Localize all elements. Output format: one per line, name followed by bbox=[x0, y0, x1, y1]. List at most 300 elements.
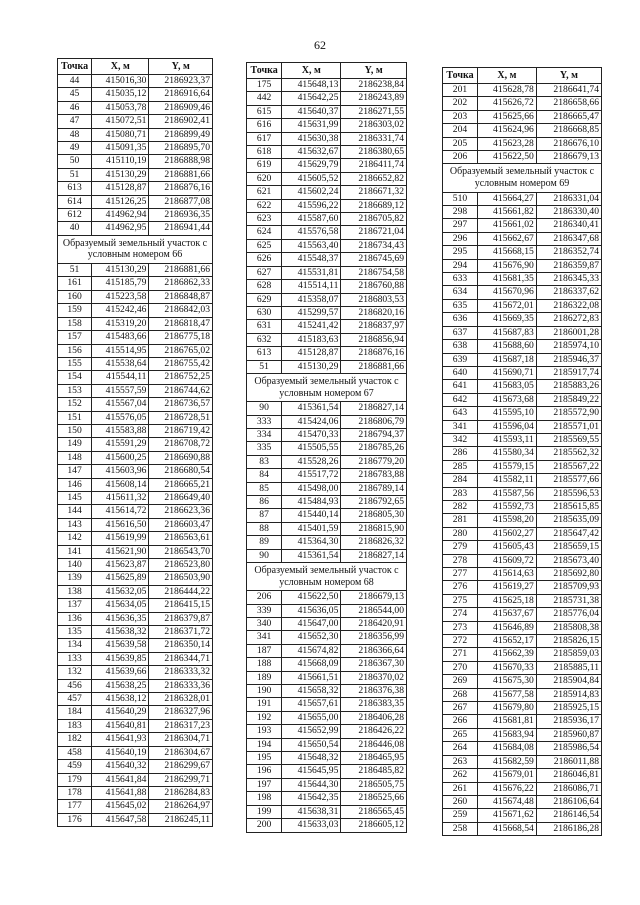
point-cell: 294 bbox=[443, 259, 478, 272]
x-coordinate-cell: 415674,48 bbox=[477, 795, 536, 808]
x-coordinate-cell: 415531,81 bbox=[282, 266, 341, 279]
x-coordinate-cell: 415605,43 bbox=[477, 541, 536, 554]
header-point: Точка bbox=[443, 68, 478, 84]
point-cell: 640 bbox=[443, 366, 478, 379]
point-cell: 151 bbox=[58, 411, 92, 424]
x-coordinate-cell: 415440,14 bbox=[282, 509, 341, 522]
x-coordinate-cell: 415687,18 bbox=[477, 353, 536, 366]
table-row bbox=[443, 433, 602, 446]
y-coordinate-cell: 2186881,66 bbox=[341, 360, 407, 373]
table-row bbox=[247, 402, 407, 415]
y-coordinate-cell: 2185859,03 bbox=[536, 648, 601, 661]
table-row bbox=[58, 277, 213, 290]
x-coordinate-cell: 415587,60 bbox=[282, 213, 341, 226]
x-coordinate-cell: 415053,78 bbox=[92, 101, 149, 114]
x-coordinate-cell: 415580,34 bbox=[477, 447, 536, 460]
x-coordinate-cell: 415652,99 bbox=[282, 725, 341, 738]
point-cell: 621 bbox=[247, 186, 282, 199]
table-row bbox=[443, 447, 602, 460]
y-coordinate-cell: 2186721,04 bbox=[341, 226, 407, 239]
x-coordinate-cell: 415035,12 bbox=[92, 88, 149, 101]
point-cell: 142 bbox=[58, 532, 92, 545]
x-coordinate-cell: 415639,85 bbox=[92, 652, 149, 665]
y-coordinate-cell: 2186186,28 bbox=[536, 822, 601, 835]
x-coordinate-cell: 415505,55 bbox=[282, 442, 341, 455]
x-coordinate-cell: 415603,96 bbox=[92, 465, 149, 478]
x-coordinate-cell: 415636,05 bbox=[282, 604, 341, 617]
table-row bbox=[443, 568, 602, 581]
table-row bbox=[58, 746, 213, 759]
table-row bbox=[247, 79, 407, 92]
table-row bbox=[58, 290, 213, 303]
table-row bbox=[443, 500, 602, 513]
point-cell: 178 bbox=[58, 786, 92, 799]
table-row bbox=[443, 420, 602, 433]
point-cell: 626 bbox=[247, 253, 282, 266]
point-cell: 204 bbox=[443, 124, 478, 137]
point-cell: 177 bbox=[58, 800, 92, 813]
y-coordinate-cell: 2186745,69 bbox=[341, 253, 407, 266]
y-coordinate-cell: 2186383,35 bbox=[341, 698, 407, 711]
x-coordinate-cell: 415185,79 bbox=[92, 277, 149, 290]
x-coordinate-cell: 415593,11 bbox=[477, 433, 536, 446]
y-coordinate-cell: 2186658,66 bbox=[536, 97, 601, 110]
y-coordinate-cell: 2185615,85 bbox=[536, 500, 601, 513]
x-coordinate-cell: 415638,31 bbox=[282, 805, 341, 818]
table-row bbox=[58, 195, 213, 208]
table-row bbox=[247, 415, 407, 428]
y-coordinate-cell: 2186818,47 bbox=[149, 317, 213, 330]
y-coordinate-cell: 2186465,95 bbox=[341, 752, 407, 765]
point-cell: 158 bbox=[58, 317, 92, 330]
x-coordinate-cell: 415130,29 bbox=[92, 264, 149, 277]
table-row bbox=[247, 442, 407, 455]
x-coordinate-cell: 415644,30 bbox=[282, 778, 341, 791]
table-row bbox=[58, 451, 213, 464]
x-coordinate-cell: 415661,82 bbox=[477, 206, 536, 219]
point-cell: 194 bbox=[247, 738, 282, 751]
point-cell: 627 bbox=[247, 266, 282, 279]
coordinates-table bbox=[57, 58, 213, 827]
x-coordinate-cell: 415600,25 bbox=[92, 451, 149, 464]
table-row bbox=[58, 545, 213, 558]
y-coordinate-cell: 2186415,15 bbox=[149, 599, 213, 612]
point-cell: 285 bbox=[443, 460, 478, 473]
x-coordinate-cell: 415621,90 bbox=[92, 545, 149, 558]
table-row bbox=[58, 760, 213, 773]
table-row bbox=[247, 105, 407, 118]
y-coordinate-cell: 2186426,22 bbox=[341, 725, 407, 738]
point-cell: 442 bbox=[247, 92, 282, 105]
x-coordinate-cell: 415483,66 bbox=[92, 331, 149, 344]
y-coordinate-cell: 2185986,54 bbox=[536, 742, 601, 755]
point-cell: 623 bbox=[247, 213, 282, 226]
y-coordinate-cell: 2185946,37 bbox=[536, 353, 601, 366]
table-row bbox=[58, 398, 213, 411]
x-coordinate-cell: 415633,03 bbox=[282, 819, 341, 832]
point-cell: 85 bbox=[247, 482, 282, 495]
table-row bbox=[58, 505, 213, 518]
table-row bbox=[247, 711, 407, 724]
y-coordinate-cell: 2186623,36 bbox=[149, 505, 213, 518]
table-row bbox=[58, 357, 213, 370]
y-coordinate-cell: 2185960,87 bbox=[536, 728, 601, 741]
point-cell: 637 bbox=[443, 326, 478, 339]
x-coordinate-cell: 415241,42 bbox=[282, 320, 341, 333]
y-coordinate-cell: 2186379,87 bbox=[149, 612, 213, 625]
point-cell: 136 bbox=[58, 612, 92, 625]
x-coordinate-cell: 415687,83 bbox=[477, 326, 536, 339]
table-row bbox=[443, 608, 602, 621]
y-coordinate-cell: 2186805,30 bbox=[341, 509, 407, 522]
point-cell: 134 bbox=[58, 639, 92, 652]
table-row bbox=[247, 698, 407, 711]
y-coordinate-cell: 2186347,68 bbox=[536, 232, 601, 245]
table-row bbox=[58, 88, 213, 101]
table-row bbox=[58, 304, 213, 317]
y-coordinate-cell: 2186356,99 bbox=[341, 631, 407, 644]
table-row bbox=[443, 407, 602, 420]
y-coordinate-cell: 2186303,02 bbox=[341, 119, 407, 132]
x-coordinate-cell: 415662,39 bbox=[477, 648, 536, 661]
x-coordinate-cell: 415614,72 bbox=[92, 505, 149, 518]
y-coordinate-cell: 2185567,22 bbox=[536, 460, 601, 473]
y-coordinate-cell: 2186888,98 bbox=[149, 155, 213, 168]
table-row bbox=[443, 366, 602, 379]
y-coordinate-cell: 2186641,74 bbox=[536, 84, 601, 97]
y-coordinate-cell: 2186837,97 bbox=[341, 320, 407, 333]
point-cell: 179 bbox=[58, 773, 92, 786]
x-coordinate-cell: 415669,35 bbox=[477, 313, 536, 326]
point-cell: 614 bbox=[58, 195, 92, 208]
x-coordinate-cell: 415638,25 bbox=[92, 679, 149, 692]
point-cell: 279 bbox=[443, 541, 478, 554]
y-coordinate-cell: 2186444,22 bbox=[149, 585, 213, 598]
y-coordinate-cell: 2185731,38 bbox=[536, 594, 601, 607]
point-cell: 272 bbox=[443, 635, 478, 648]
y-coordinate-cell: 2186299,71 bbox=[149, 773, 213, 786]
y-coordinate-cell: 2186380,65 bbox=[341, 146, 407, 159]
x-coordinate-cell: 415624,96 bbox=[477, 124, 536, 137]
table-row bbox=[58, 693, 213, 706]
x-coordinate-cell: 415528,26 bbox=[282, 455, 341, 468]
y-coordinate-cell: 2186916,64 bbox=[149, 88, 213, 101]
table-header-row bbox=[58, 59, 213, 75]
y-coordinate-cell: 2186705,82 bbox=[341, 213, 407, 226]
table-row bbox=[247, 685, 407, 698]
x-coordinate-cell: 415608,14 bbox=[92, 478, 149, 491]
x-coordinate-cell: 415690,71 bbox=[477, 366, 536, 379]
point-cell: 643 bbox=[443, 407, 478, 420]
section-heading-row bbox=[247, 373, 407, 401]
x-coordinate-cell: 415619,27 bbox=[477, 581, 536, 594]
x-coordinate-cell: 415595,10 bbox=[477, 407, 536, 420]
y-coordinate-cell: 2186446,08 bbox=[341, 738, 407, 751]
point-cell: 192 bbox=[247, 711, 282, 724]
y-coordinate-cell: 2186806,79 bbox=[341, 415, 407, 428]
x-coordinate-cell: 415637,67 bbox=[477, 608, 536, 621]
x-coordinate-cell: 415632,67 bbox=[282, 146, 341, 159]
x-coordinate-cell: 415080,71 bbox=[92, 128, 149, 141]
x-coordinate-cell: 415652,30 bbox=[282, 631, 341, 644]
y-coordinate-cell: 2186337,62 bbox=[536, 286, 601, 299]
point-cell: 341 bbox=[443, 420, 478, 433]
y-coordinate-cell: 2186827,14 bbox=[341, 549, 407, 562]
coordinates-table bbox=[246, 62, 407, 833]
x-coordinate-cell: 415631,99 bbox=[282, 119, 341, 132]
x-coordinate-cell: 415672,01 bbox=[477, 299, 536, 312]
x-coordinate-cell: 415514,95 bbox=[92, 344, 149, 357]
y-coordinate-cell: 2186744,62 bbox=[149, 384, 213, 397]
y-coordinate-cell: 2186011,88 bbox=[536, 755, 601, 768]
x-coordinate-cell: 415645,02 bbox=[92, 800, 149, 813]
point-cell: 619 bbox=[247, 159, 282, 172]
point-cell: 44 bbox=[58, 75, 92, 88]
table-row bbox=[247, 536, 407, 549]
x-coordinate-cell: 415514,11 bbox=[282, 280, 341, 293]
table-row bbox=[443, 594, 602, 607]
y-coordinate-cell: 2186752,25 bbox=[149, 371, 213, 384]
y-coordinate-cell: 2186665,21 bbox=[149, 478, 213, 491]
table-row bbox=[247, 239, 407, 252]
point-cell: 90 bbox=[247, 402, 282, 415]
table-row bbox=[247, 347, 407, 360]
y-coordinate-cell: 2185709,93 bbox=[536, 581, 601, 594]
table-row bbox=[443, 206, 602, 219]
point-cell: 262 bbox=[443, 769, 478, 782]
point-cell: 87 bbox=[247, 509, 282, 522]
point-cell: 296 bbox=[443, 232, 478, 245]
y-coordinate-cell: 2186333,36 bbox=[149, 679, 213, 692]
table-row bbox=[443, 340, 602, 353]
x-coordinate-cell: 415683,05 bbox=[477, 380, 536, 393]
table-row bbox=[247, 266, 407, 279]
table-row bbox=[443, 137, 602, 150]
table-row bbox=[247, 253, 407, 266]
x-coordinate-cell: 415622,50 bbox=[477, 151, 536, 164]
point-cell: 176 bbox=[58, 813, 92, 826]
point-cell: 458 bbox=[58, 746, 92, 759]
table-row bbox=[247, 92, 407, 105]
x-coordinate-cell: 415319,20 bbox=[92, 317, 149, 330]
point-cell: 613 bbox=[58, 182, 92, 195]
point-cell: 459 bbox=[58, 760, 92, 773]
y-coordinate-cell: 2186842,03 bbox=[149, 304, 213, 317]
x-coordinate-cell: 415364,30 bbox=[282, 536, 341, 549]
table-row bbox=[443, 232, 602, 245]
point-cell: 276 bbox=[443, 581, 478, 594]
table-row bbox=[247, 738, 407, 751]
section-heading: Образуемый земельный участок с условным номером 68 bbox=[247, 563, 407, 591]
point-cell: 340 bbox=[247, 618, 282, 631]
point-cell: 266 bbox=[443, 715, 478, 728]
y-coordinate-cell: 2186652,82 bbox=[341, 172, 407, 185]
table-row bbox=[247, 213, 407, 226]
point-cell: 277 bbox=[443, 568, 478, 581]
point-cell: 157 bbox=[58, 331, 92, 344]
y-coordinate-cell: 2186271,55 bbox=[341, 105, 407, 118]
y-coordinate-cell: 2186525,66 bbox=[341, 792, 407, 805]
table-row bbox=[247, 482, 407, 495]
table-row bbox=[247, 226, 407, 239]
coordinates-table-column-2 bbox=[246, 62, 407, 833]
point-cell: 49 bbox=[58, 142, 92, 155]
table-row bbox=[443, 715, 602, 728]
point-cell: 148 bbox=[58, 451, 92, 464]
point-cell: 335 bbox=[247, 442, 282, 455]
point-cell: 175 bbox=[247, 79, 282, 92]
x-coordinate-cell: 415676,90 bbox=[477, 259, 536, 272]
point-cell: 190 bbox=[247, 685, 282, 698]
y-coordinate-cell: 2186856,94 bbox=[341, 333, 407, 346]
point-cell: 634 bbox=[443, 286, 478, 299]
point-cell: 51 bbox=[247, 360, 282, 373]
point-cell: 334 bbox=[247, 428, 282, 441]
point-cell: 48 bbox=[58, 128, 92, 141]
x-coordinate-cell: 415557,59 bbox=[92, 384, 149, 397]
y-coordinate-cell: 2186243,89 bbox=[341, 92, 407, 105]
point-cell: 139 bbox=[58, 572, 92, 585]
point-cell: 89 bbox=[247, 536, 282, 549]
table-row bbox=[443, 353, 602, 366]
point-cell: 152 bbox=[58, 398, 92, 411]
x-coordinate-cell: 415544,11 bbox=[92, 371, 149, 384]
y-coordinate-cell: 2186503,90 bbox=[149, 572, 213, 585]
y-coordinate-cell: 2186690,88 bbox=[149, 451, 213, 464]
y-coordinate-cell: 2186881,66 bbox=[149, 264, 213, 277]
point-cell: 265 bbox=[443, 728, 478, 741]
table-row bbox=[58, 344, 213, 357]
y-coordinate-cell: 2186923,37 bbox=[149, 75, 213, 88]
point-cell: 260 bbox=[443, 795, 478, 808]
y-coordinate-cell: 2186304,67 bbox=[149, 746, 213, 759]
y-coordinate-cell: 2185925,15 bbox=[536, 702, 601, 715]
y-coordinate-cell: 2186328,01 bbox=[149, 693, 213, 706]
x-coordinate-cell: 415658,32 bbox=[282, 685, 341, 698]
header-y: Y, м bbox=[536, 68, 601, 84]
x-coordinate-cell: 415587,56 bbox=[477, 487, 536, 500]
table-row bbox=[58, 478, 213, 491]
y-coordinate-cell: 2185885,11 bbox=[536, 661, 601, 674]
y-coordinate-cell: 2185635,09 bbox=[536, 514, 601, 527]
x-coordinate-cell: 415517,72 bbox=[282, 469, 341, 482]
y-coordinate-cell: 2186785,26 bbox=[341, 442, 407, 455]
table-row bbox=[58, 128, 213, 141]
x-coordinate-cell: 415579,15 bbox=[477, 460, 536, 473]
point-cell: 341 bbox=[247, 631, 282, 644]
x-coordinate-cell: 415424,06 bbox=[282, 415, 341, 428]
y-coordinate-cell: 2186909,46 bbox=[149, 101, 213, 114]
x-coordinate-cell: 415567,04 bbox=[92, 398, 149, 411]
point-cell: 269 bbox=[443, 675, 478, 688]
x-coordinate-cell: 415679,80 bbox=[477, 702, 536, 715]
x-coordinate-cell: 415563,40 bbox=[282, 239, 341, 252]
table-row bbox=[443, 110, 602, 123]
point-cell: 201 bbox=[443, 84, 478, 97]
x-coordinate-cell: 415626,72 bbox=[477, 97, 536, 110]
table-row bbox=[58, 75, 213, 88]
x-coordinate-cell: 415602,27 bbox=[477, 527, 536, 540]
table-row bbox=[443, 702, 602, 715]
point-cell: 639 bbox=[443, 353, 478, 366]
y-coordinate-cell: 2186238,84 bbox=[341, 79, 407, 92]
y-coordinate-cell: 2186728,51 bbox=[149, 411, 213, 424]
x-coordinate-cell: 415623,28 bbox=[477, 137, 536, 150]
table-row bbox=[58, 652, 213, 665]
table-row bbox=[443, 675, 602, 688]
table-row bbox=[443, 487, 602, 500]
y-coordinate-cell: 2186827,14 bbox=[341, 402, 407, 415]
point-cell: 629 bbox=[247, 293, 282, 306]
table-row bbox=[58, 532, 213, 545]
point-cell: 153 bbox=[58, 384, 92, 397]
x-coordinate-cell: 415091,35 bbox=[92, 142, 149, 155]
table-row bbox=[443, 541, 602, 554]
x-coordinate-cell: 415661,51 bbox=[282, 671, 341, 684]
x-coordinate-cell: 415668,09 bbox=[282, 658, 341, 671]
section-heading: Образуемый земельный участок с условным номером 67 bbox=[247, 373, 407, 401]
y-coordinate-cell: 2186367,30 bbox=[341, 658, 407, 671]
point-cell: 50 bbox=[58, 155, 92, 168]
point-cell: 84 bbox=[247, 469, 282, 482]
point-cell: 143 bbox=[58, 518, 92, 531]
x-coordinate-cell: 415596,04 bbox=[477, 420, 536, 433]
point-cell: 197 bbox=[247, 778, 282, 791]
point-cell: 198 bbox=[247, 792, 282, 805]
table-header-row bbox=[247, 63, 407, 79]
point-cell: 146 bbox=[58, 478, 92, 491]
point-cell: 154 bbox=[58, 371, 92, 384]
x-coordinate-cell: 415598,20 bbox=[477, 514, 536, 527]
table-row bbox=[58, 612, 213, 625]
x-coordinate-cell: 415655,00 bbox=[282, 711, 341, 724]
table-row bbox=[58, 424, 213, 437]
point-cell: 636 bbox=[443, 313, 478, 326]
x-coordinate-cell: 415668,15 bbox=[477, 246, 536, 259]
y-coordinate-cell: 2185883,26 bbox=[536, 380, 601, 393]
y-coordinate-cell: 2186680,54 bbox=[149, 465, 213, 478]
x-coordinate-cell: 415358,07 bbox=[282, 293, 341, 306]
header-y: Y, м bbox=[341, 63, 407, 79]
x-coordinate-cell: 415684,08 bbox=[477, 742, 536, 755]
table-row bbox=[247, 671, 407, 684]
x-coordinate-cell: 415016,30 bbox=[92, 75, 149, 88]
table-row bbox=[58, 813, 213, 826]
x-coordinate-cell: 415616,50 bbox=[92, 518, 149, 531]
y-coordinate-cell: 2186862,33 bbox=[149, 277, 213, 290]
point-cell: 616 bbox=[247, 119, 282, 132]
table-row bbox=[247, 146, 407, 159]
table-row bbox=[443, 474, 602, 487]
table-row bbox=[247, 631, 407, 644]
table-row bbox=[247, 469, 407, 482]
x-coordinate-cell: 415647,58 bbox=[92, 813, 149, 826]
y-coordinate-cell: 2185647,42 bbox=[536, 527, 601, 540]
point-cell: 47 bbox=[58, 115, 92, 128]
point-cell: 191 bbox=[247, 698, 282, 711]
x-coordinate-cell: 415625,18 bbox=[477, 594, 536, 607]
point-cell: 267 bbox=[443, 702, 478, 715]
table-row bbox=[58, 719, 213, 732]
point-cell: 140 bbox=[58, 559, 92, 572]
point-cell: 202 bbox=[443, 97, 478, 110]
y-coordinate-cell: 2186679,13 bbox=[536, 151, 601, 164]
x-coordinate-cell: 414962,95 bbox=[92, 222, 149, 235]
table-row bbox=[58, 155, 213, 168]
x-coordinate-cell: 415130,29 bbox=[282, 360, 341, 373]
x-coordinate-cell: 415682,59 bbox=[477, 755, 536, 768]
x-coordinate-cell: 415670,96 bbox=[477, 286, 536, 299]
